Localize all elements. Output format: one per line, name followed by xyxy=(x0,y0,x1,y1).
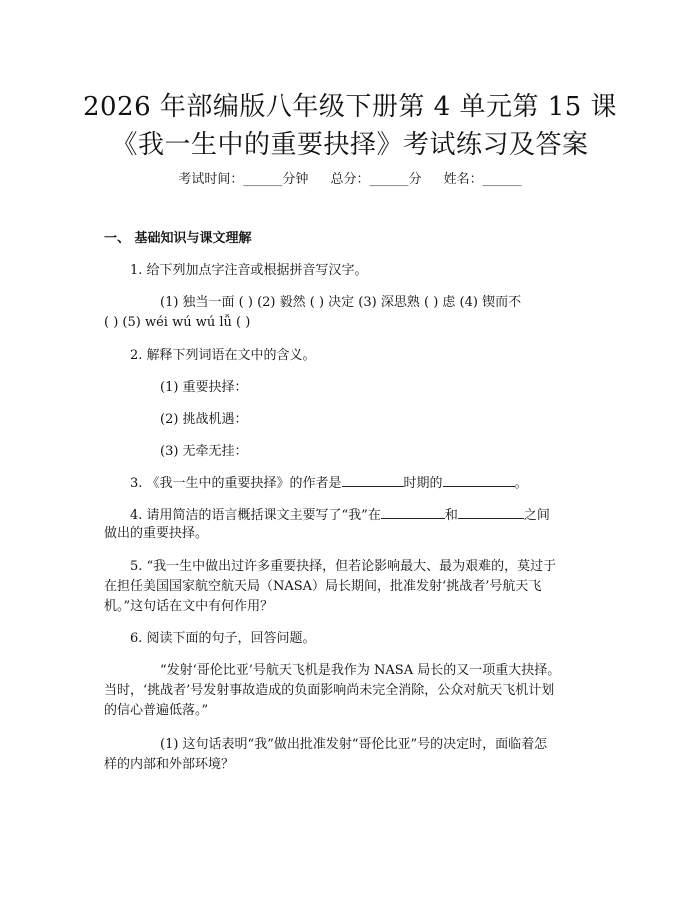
question-4-middle: 和 xyxy=(444,508,458,523)
question-2-stem: 2. 解释下列词语在文中的含义。 xyxy=(130,348,316,363)
question-2-item-2: (2) 挑战机遇： xyxy=(160,412,248,427)
quote-line-2: 当时，‘挑战者’号发射事故造成的负面影响尚未完全消除，公众对航天飞机计划 xyxy=(104,683,555,698)
answer-blank[interactable] xyxy=(458,505,524,519)
question-4-suffix: 之间 xyxy=(523,508,550,523)
answer-blank[interactable] xyxy=(381,505,445,519)
question-5-line-2: 在担任美国国家航空航天局（NASA）局长期间，批准发射‘挑战者’号航天飞 xyxy=(104,579,542,594)
question-3 xyxy=(130,473,528,493)
question-6-sub-1-line-2: 样的内部和外部环境？ xyxy=(104,757,235,772)
section-heading: 一、 基础知识与课文理解 xyxy=(104,231,252,246)
exam-meta xyxy=(0,168,700,187)
question-5-line-1: 5. “我一生中做出过许多重要抉择，但若论影响最大、最为艰难的，莫过于 xyxy=(130,559,557,574)
page-title-line-1: 2026 年部编版八年级下册第 4 单元第 15 课 xyxy=(82,92,618,122)
question-2-item-3: (3) 无牵无挂： xyxy=(160,444,248,459)
question-3-suffix: 。 xyxy=(514,476,528,491)
total-score-field: 总分：______分 xyxy=(330,172,422,187)
answer-blank[interactable] xyxy=(443,473,515,487)
question-1-stem: 1. 给下列加点字注音或根据拼音写汉字。 xyxy=(130,263,368,278)
answer-blank[interactable] xyxy=(342,473,404,487)
page-title-line-2: 《我一生中的重要抉择》考试练习及答案 xyxy=(111,130,589,160)
question-5-line-3: 机。”这句话在文中有何作用？ xyxy=(104,599,274,614)
question-6-sub-1-line-1: (1) 这句话表明“我”做出批准发射“哥伦比亚”号的决定时，面临着怎 xyxy=(160,737,548,752)
exam-time-field: 考试时间：______分钟 xyxy=(178,172,309,187)
question-4-prefix: 4. 请用简洁的语言概括课文主要写了“我”在 xyxy=(130,508,381,523)
question-4-line-2: 做出的重要抉择。 xyxy=(104,526,209,541)
question-1-items-line-2: ( ) (5) wéi wú wú lǚ ( ) xyxy=(104,315,251,330)
question-3-prefix: 3. 《我一生中的重要抉择》的作者是 xyxy=(130,476,342,491)
quote-line-1: “发射‘哥伦比亚’号航天飞机是我作为 NASA 局长的又一项重大抉择。 xyxy=(160,663,561,678)
question-6-stem: 6. 阅读下面的句子，回答问题。 xyxy=(130,631,316,646)
student-name-field: 姓名：______ xyxy=(443,172,522,187)
question-2-item-1: (1) 重要抉择： xyxy=(160,380,248,395)
question-3-middle: 时期的 xyxy=(403,476,443,491)
question-4-line-1 xyxy=(130,505,550,525)
quote-line-3: 的信心普遍低落。” xyxy=(104,703,209,718)
question-1-items-line-1: (1) 独当一面 ( ) (2) 毅然 ( ) 决定 (3) 深思熟 ( ) 虑 (4) 锲而不 xyxy=(160,295,522,310)
